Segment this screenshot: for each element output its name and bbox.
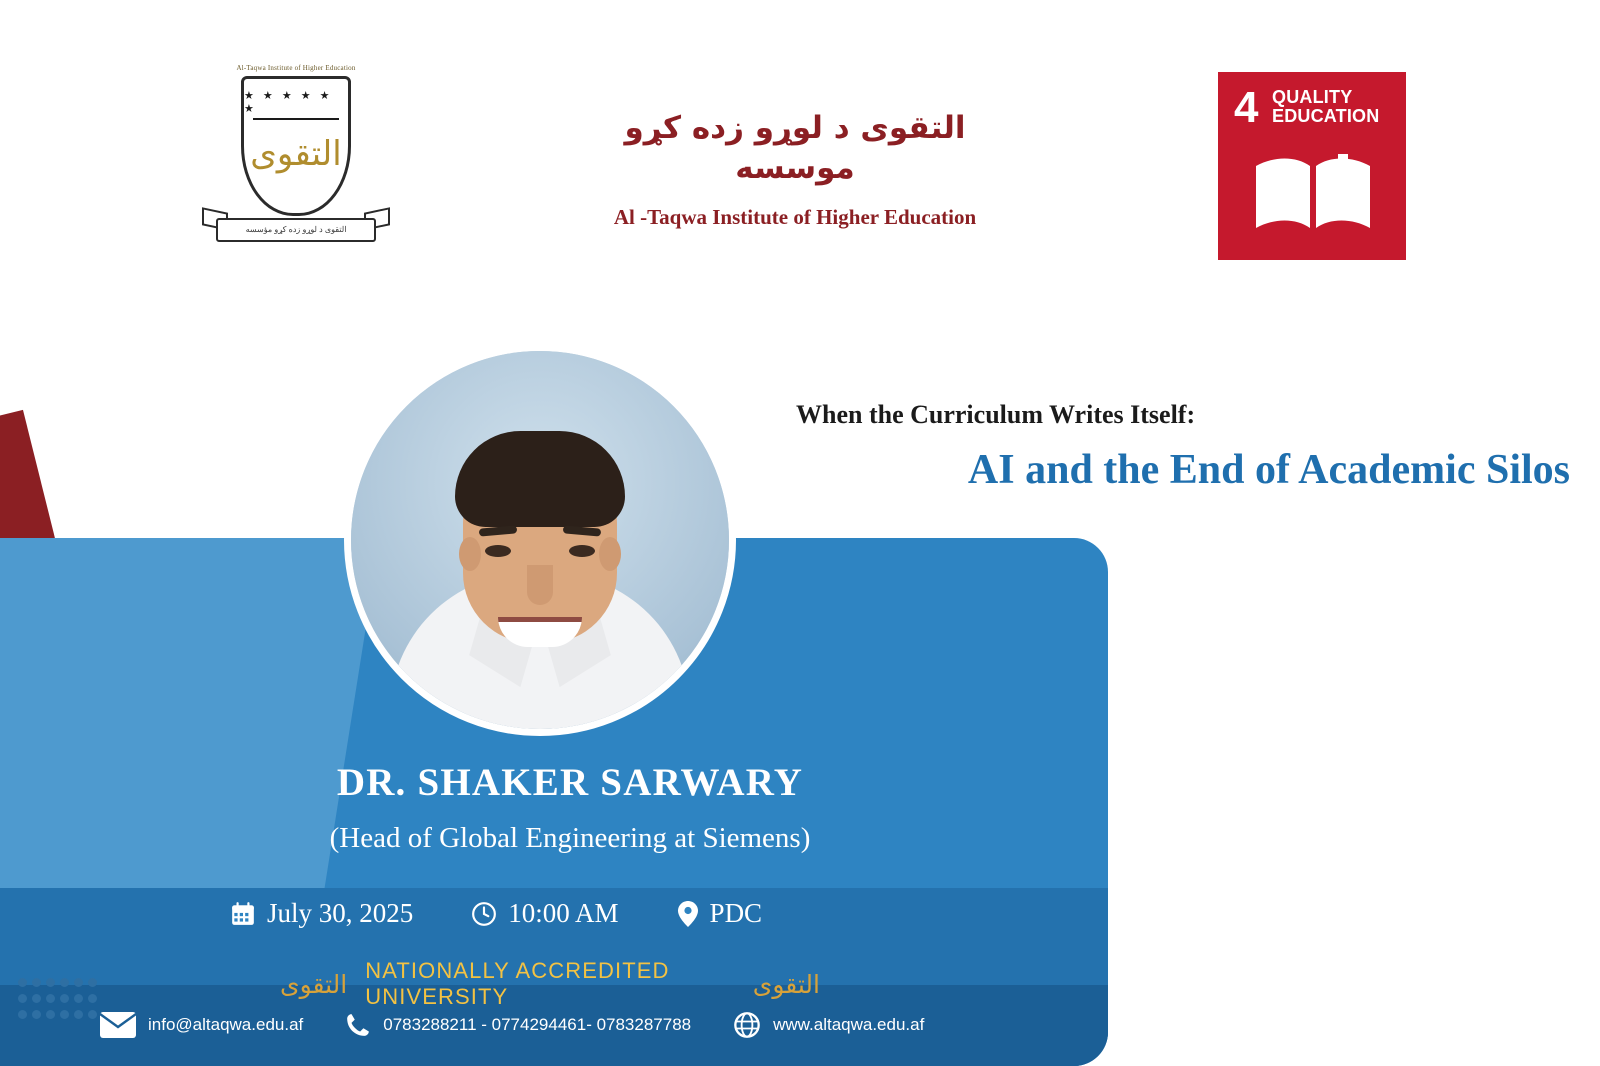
event-date bbox=[230, 898, 413, 929]
photo-eye-right bbox=[569, 545, 595, 557]
event-venue bbox=[677, 898, 763, 929]
institute-logo bbox=[196, 58, 396, 258]
photo-nose bbox=[527, 565, 553, 605]
sdg-label bbox=[1272, 88, 1379, 126]
ribbon-band bbox=[216, 218, 376, 242]
institute-name-english: Al -Taqwa Institute of Higher Education bbox=[613, 204, 977, 229]
clock-icon bbox=[471, 901, 497, 927]
event-time bbox=[471, 898, 618, 929]
email-icon bbox=[100, 1012, 136, 1038]
accreditation-ornament-left: التقوى bbox=[280, 969, 348, 999]
crest-shield bbox=[241, 76, 351, 216]
contact-email[interactable] bbox=[100, 1012, 303, 1038]
contact-email-text: info@altaqwa.edu.af bbox=[148, 1015, 304, 1034]
photo-ear-right bbox=[599, 537, 621, 571]
open-book-icon bbox=[1252, 150, 1376, 236]
event-date-text: July 30, 2025 bbox=[267, 898, 414, 928]
talk-title: AI and the End of Academic Silos bbox=[967, 447, 1570, 493]
photo-hair bbox=[455, 431, 625, 527]
crest-top-text: Al-Taqwa Institute of Higher Education bbox=[236, 64, 356, 72]
decor-dot-grid bbox=[18, 978, 102, 1028]
talk-subtitle: When the Curriculum Writes Itself: bbox=[796, 400, 1196, 429]
contact-website-text: www.altaqwa.edu.af bbox=[773, 1015, 925, 1034]
contact-website[interactable] bbox=[733, 1011, 924, 1039]
phone-icon bbox=[345, 1012, 371, 1038]
sdg-label-line1: QUALITY bbox=[1272, 87, 1353, 107]
sdg-number: 4 bbox=[1234, 83, 1259, 132]
institute-name-block bbox=[560, 108, 1030, 230]
sdg-label-line2: EDUCATION bbox=[1272, 105, 1380, 126]
footer-contacts bbox=[100, 1000, 1060, 1050]
calendar-icon bbox=[230, 901, 256, 927]
crest-stars: ★ ★ ★ ★ ★ ★ bbox=[244, 90, 333, 115]
contact-phone[interactable] bbox=[345, 1012, 691, 1038]
photo-eye-left bbox=[485, 545, 511, 557]
accreditation-text: NATIONALLY ACCREDITED UNIVERSITY bbox=[365, 958, 670, 1009]
sdg-goal-badge bbox=[1218, 72, 1406, 260]
accreditation-ornament-right: التقوى bbox=[752, 969, 820, 999]
event-meta-row bbox=[230, 898, 950, 929]
contact-phone-text: 0783288211 - 0774294461- 0783287788 bbox=[383, 1015, 692, 1034]
photo-ear-left bbox=[459, 537, 481, 571]
speaker-role: (Head of Global Engineering at Siemens) bbox=[329, 822, 811, 854]
poster-header bbox=[0, 0, 1600, 300]
location-pin-icon bbox=[677, 901, 699, 927]
crest-ribbon bbox=[202, 208, 390, 252]
ribbon-label: التقوی د لوړو زده کړو مؤسسه bbox=[245, 225, 347, 234]
crest-divider bbox=[253, 118, 339, 120]
globe-icon bbox=[733, 1011, 761, 1039]
event-time-text: 10:00 AM bbox=[508, 898, 619, 928]
speaker-photo bbox=[344, 344, 736, 736]
crest-arabic-script: التقوى bbox=[250, 134, 342, 174]
institute-name-pashto: التقوى د لوړو زده کړو موسسه bbox=[624, 110, 966, 187]
talk-title-block bbox=[780, 400, 1570, 494]
event-venue-text: PDC bbox=[709, 898, 763, 928]
speaker-name: DR. SHAKER SARWARY bbox=[336, 761, 804, 804]
